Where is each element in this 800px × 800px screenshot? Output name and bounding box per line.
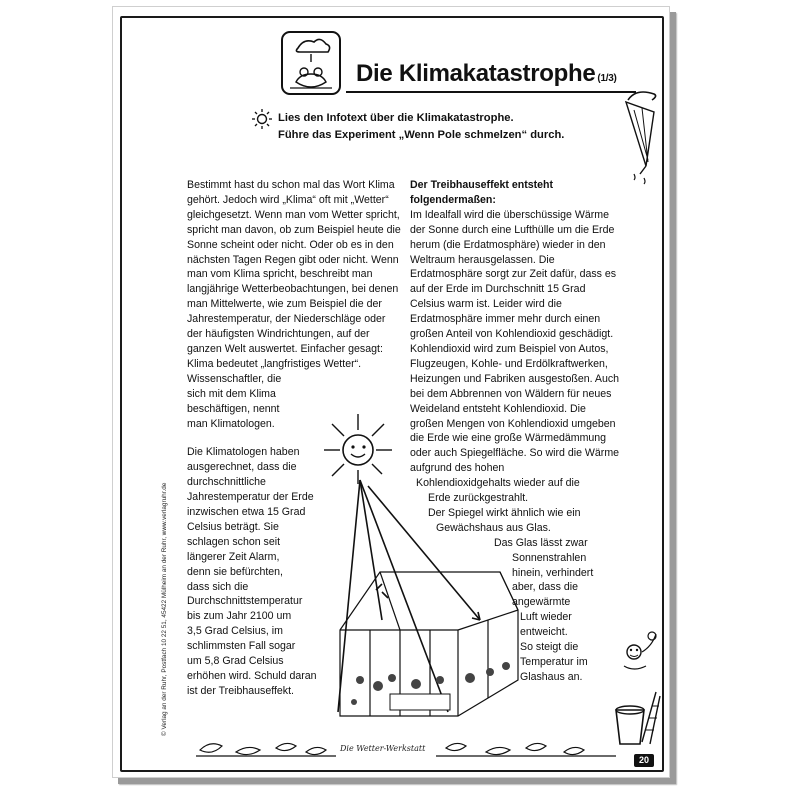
umbrella-icon: [618, 90, 670, 186]
para2-line: ausgerechnet, dass die: [187, 461, 297, 474]
title-text: Die Klimakatastrophe: [356, 60, 596, 87]
para2-line: schlimmsten Fall sogar: [187, 640, 296, 653]
greenhouse-tail-line: Der Spiegel wirkt ähnlich wie ein: [428, 506, 581, 519]
para2-line: 3,5 Grad Celsius, im: [187, 625, 283, 638]
para2-line: längerer Zeit Alarm,: [187, 550, 280, 563]
greenhouse-tail-line: Luft wieder: [520, 611, 572, 624]
greenhouse-tail-line: Kohlendioxidgehalts wieder auf die: [416, 477, 580, 490]
para2-line: denn sie befürchten,: [187, 565, 284, 578]
para2-line: um 5,8 Grad Celsius: [187, 655, 284, 668]
sun-task-icon: [252, 109, 272, 129]
greenhouse-tail-line: Erde zurückgestrahlt.: [428, 492, 529, 505]
page-number: 20: [634, 754, 654, 767]
greenhouse-tail-line: angewärmte: [512, 596, 571, 609]
para2-line: Jahrestemperatur der Erde: [187, 491, 314, 504]
frog-weather-icon: [280, 30, 342, 96]
greenhouse-tail-line: hinein, verhindert: [512, 566, 594, 579]
intro-tail-line: sich mit dem Klima: [187, 387, 276, 400]
para2-line: schlagen schon seit: [187, 535, 281, 548]
page-title: [356, 60, 616, 88]
intro-tail-line: Wissenschaftler, die: [187, 372, 282, 385]
greenhouse-tail-line: Gewächshaus aus Glas.: [436, 521, 551, 534]
task-line-1: Lies den Infotext über die Klimakatastrophe.: [278, 112, 514, 124]
footer-label: Die Wetter-Werkstatt: [340, 744, 426, 753]
flower-frog-icon: [616, 630, 662, 676]
task-line-2: Führe das Experiment „Wenn Pole schmelzen“ durch.: [278, 129, 565, 141]
para2-line: bis zum Jahr 2100 um: [187, 610, 292, 623]
para2-line: Die Klimatologen haben: [187, 446, 300, 459]
para2-line: durchschnittliche: [187, 476, 266, 489]
greenhouse-tail-line: entweicht.: [520, 626, 568, 639]
greenhouse-tail-line: Sonnenstrahlen: [512, 551, 587, 564]
intro-tail-line: beschäftigen, nennt: [187, 402, 280, 415]
para2-line: dass sich die: [187, 580, 249, 593]
task-instruction: [278, 110, 564, 144]
greenhouse-tail-line: Das Glas lässt zwar: [494, 536, 588, 549]
para2-line: Celsius beträgt. Sie: [187, 520, 279, 533]
intro-tail-line: man Klimatologen.: [187, 417, 275, 430]
title-part: (1/3): [597, 73, 617, 84]
title-underline: [346, 91, 636, 93]
para2-line: inzwischen etwa 15 Grad: [187, 506, 306, 519]
sun-face-icon: [318, 410, 398, 490]
para2-line: ist der Treibhauseffekt.: [187, 684, 294, 697]
publisher-copyright: © Verlag an der Ruhr, Postfach 10 22 51, 45422 Mülheim an der Ruhr, www.verlagruhr.de: [161, 482, 168, 736]
greenhouse-heading: Der Treibhauseffekt entsteht folgendermaßen:: [410, 179, 554, 206]
greenhouse-body: Im Idealfall wird die überschüssige Wärme der Sonne durch eine Lufthülle um die Erde herum (die Erdatmosphäre) wieder in den Weltraum herausgelassen. Die Erdatmosphäre sorgt zur Zeit dafür, dass es auf der Erde im Durchschnitt 15 Grad Celsius warm ist. Leider wird die Erdatmosphäre immer mehr durch einen großen Anteil von Kohlendioxid geschädigt. Kohlendioxid wird zum Beispiel von Autos, Flugzeugen, Kohle- und Erdölkraftwerken, Heizungen und Fabriken ausgestoßen. Auch bei dem Abbrennen von Wäldern für neues Weideland entsteht Kohlendioxid. Die großen Mengen von Kohlendioxid umgeben die Erde wie eine große Wärmedämmung oder auch Spiegelfläche. So wird die Wärme aufgrund des hohen: [410, 208, 620, 475]
para2-line: erhöhen wird. Schuld daran: [187, 670, 317, 682]
para2-line: Durchschnittstemperatur: [187, 595, 303, 608]
greenhouse-tail-line: Temperatur im: [520, 656, 588, 668]
greenhouse-tail-line: aber, dass die: [512, 581, 578, 594]
greenhouse-icon: [330, 480, 530, 750]
intro-paragraph: Bestimmt hast du schon mal das Wort Klima gehört. Jedoch wird „Klima“ oft mit „Wetter“ gleichgesetzt. Wenn man vom Wetter spricht, spricht man davon, ob zum Beispiel heute die Sonne scheint oder nicht. Oder ob es in den nächsten Tagen Regen gibt oder nicht. Wenn man vom Klima spricht, beschreibt man langjährige Wetterbeobachtungen, bei denen man Mittelwerte, wie zum Beispiel die der Jahrestemperatur, der Niederschläge oder der häufigsten Windrichtungen, auf der ganzen Welt auswertet. Einfacher gesagt: Klima bedeutet „langfristiges Wetter“.: [187, 179, 401, 370]
greenhouse-tail-line: Glashaus an.: [520, 670, 583, 683]
greenhouse-tail-line: So steigt die: [520, 641, 579, 654]
